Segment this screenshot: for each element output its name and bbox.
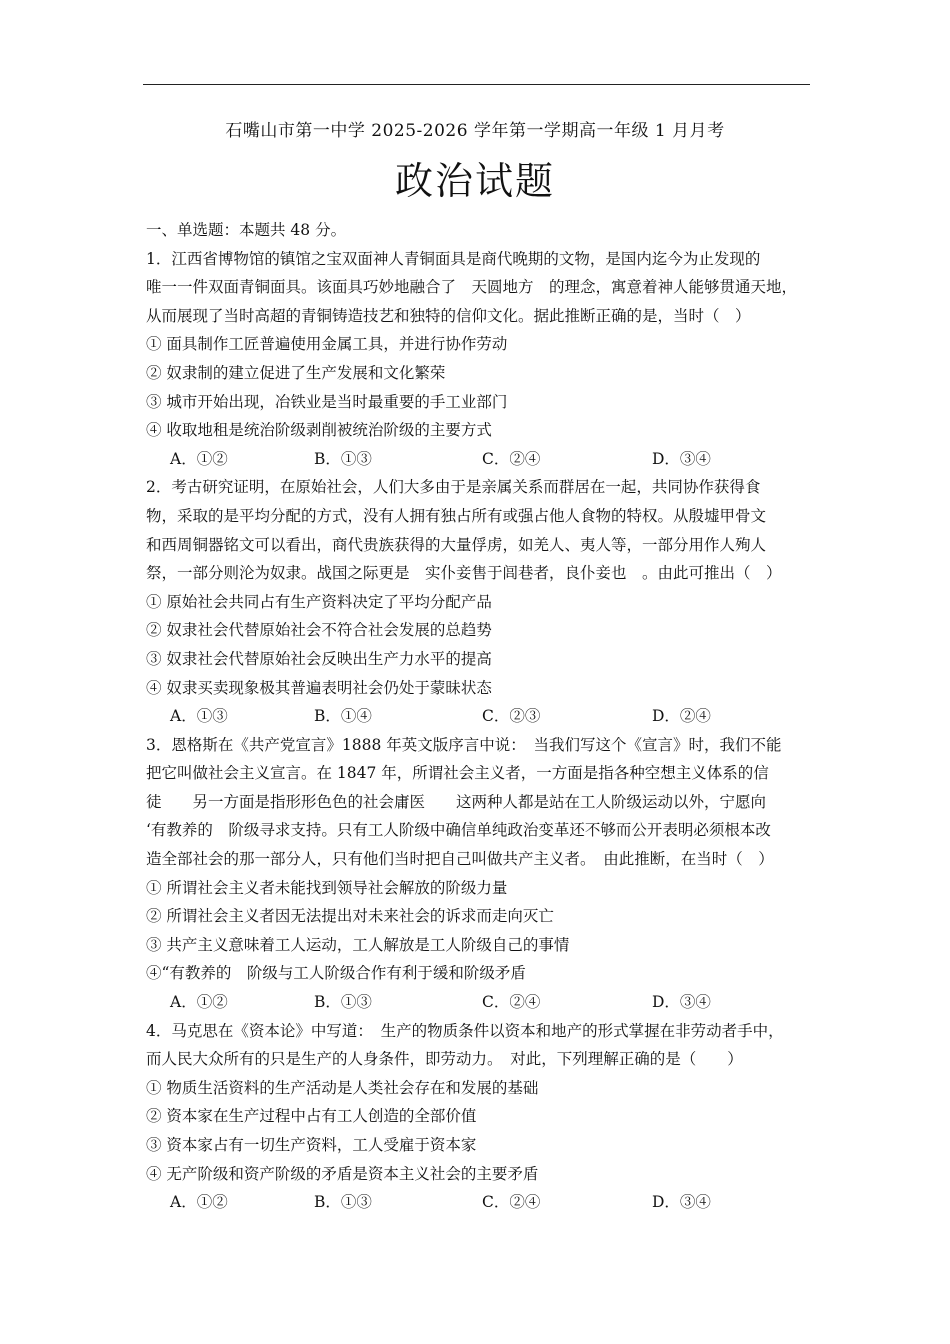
school-line: 石嘴山市第一中学 2025-2026 学年第一学期高一年级 1 月月考 — [225, 121, 725, 141]
statement: ③ 资本家占有一切生产资料，工人受雇于资本家 — [146, 1136, 477, 1154]
option-c: C．②④ — [482, 993, 541, 1012]
option-d: D．③④ — [652, 993, 711, 1012]
question-stem-line: 祭，一部分则沦为奴隶。战国之际更是 实仆妾售于闾巷者，良仆妾也 。由此可推出（ ） — [146, 564, 782, 583]
statement: ③ 城市开始出现，冶铁业是当时最重要的手工业部门 — [146, 392, 508, 411]
question-stem-line: 唯一一件双面青铜面具。该面具巧妙地融合了 天圆地方 的理念，寓意着神人能够贯通天地， — [146, 278, 798, 297]
question-2 — [146, 473, 836, 730]
option-b: B．①④ — [314, 707, 372, 726]
question-stem-line: 2．考古研究证明，在原始社会，人们大多由于是亲属关系而群居在一起，共同协作获得食 — [146, 478, 761, 497]
question-stem-line: 1．江西省博物馆的镇馆之宝双面神人青铜面具是商代晚期的文物，是国内迄今为止发现的 — [146, 249, 761, 268]
question-stem-line: 徒 另一方面是指形形色色的社会庸医 这两种人都是站在工人阶级运动以外，宁愿向 — [146, 792, 767, 811]
question-stem-line: 把它叫做社会主义宣言。在 1847 年，所谓社会主义者，一方面是指各种空想主义体系的信 — [146, 764, 769, 783]
answer-options — [146, 702, 836, 731]
option-c: C．②④ — [482, 449, 541, 468]
statement: ④ 无产阶级和资产阶级的矛盾是资本主义社会的主要矛盾 — [146, 1164, 539, 1183]
exam-content — [146, 216, 836, 1217]
statement: ③ 共产主义意味着工人运动，工人解放是工人阶级自己的事情 — [146, 935, 570, 954]
option-b: B．①③ — [314, 1193, 372, 1212]
statement: ④ 收取地租是统治阶级剥削被统治阶级的主要方式 — [146, 421, 492, 440]
statement: ① 所谓社会主义者未能找到领导社会解放的阶级力量 — [146, 878, 508, 897]
question-3 — [146, 731, 836, 1017]
statement: ① 物质生活资料的生产活动是人类社会存在和发展的基础 — [146, 1078, 539, 1097]
answer-options — [146, 1188, 836, 1217]
question-1 — [146, 245, 836, 474]
question-stem-line: ‘有教养的 阶级寻求支持。只有工人阶级中确信单纯政治变革还不够而公开表明必须根本改 — [146, 821, 771, 840]
option-d: D．②④ — [652, 707, 711, 726]
question-stem-line: 4．马克思在《资本论》中写道： 生产的物质条件以资本和地产的形式掌握在非劳动者手中， — [146, 1021, 784, 1040]
question-4 — [146, 1017, 836, 1217]
option-d: D．③④ — [652, 449, 711, 468]
statement: ① 原始社会共同占有生产资料决定了平均分配产品 — [146, 592, 492, 611]
statement: ④“有教养的 阶级与工人阶级合作有利于缓和阶级矛盾 — [146, 964, 526, 983]
question-stem-line: 从而展现了当时高超的青铜铸造技艺和独特的信仰文化。据此推断正确的是，当时（ ） — [146, 306, 751, 325]
statement: ④ 奴隶买卖现象极其普遍表明社会仍处于蒙昧状态 — [146, 678, 492, 697]
statement: ② 资本家在生产过程中占有工人创造的全部价值 — [146, 1107, 477, 1126]
answer-options — [146, 445, 836, 474]
option-c: C．②④ — [482, 1193, 541, 1212]
option-c: C．②③ — [482, 707, 541, 726]
option-b: B．①③ — [314, 993, 372, 1012]
section-heading: 一、单选题：本题共 48 分。 — [146, 221, 347, 239]
question-stem-line: 3．恩格斯在《共产党宣言》1888 年英文版序言中说： 当我们写这个《宣言》时，我们不能 — [146, 735, 782, 754]
statement: ① 面具制作工匠普遍使用金属工具，并进行协作劳动 — [146, 335, 508, 354]
statement: ② 奴隶社会代替原始社会不符合社会发展的总趋势 — [146, 621, 492, 640]
option-a: A．①② — [170, 1193, 228, 1212]
question-stem-line: 和西周铜器铭文可以看出，商代贵族获得的大量俘虏，如羌人、夷人等，一部分用作人殉人 — [146, 535, 767, 554]
question-stem-line: 物，采取的是平均分配的方式，没有人拥有独占所有或强占他人食物的特权。从殷墟甲骨文 — [146, 506, 767, 525]
header-rule — [143, 84, 810, 85]
statement: ② 奴隶制的建立促进了生产发展和文化繁荣 — [146, 363, 446, 382]
option-d: D．③④ — [652, 1193, 711, 1212]
question-stem-line: 造全部社会的那一部分人，只有他们当时把自己叫做共产主义者。 由此推断，在当时（ ） — [146, 850, 774, 869]
exam-title: 政治试题 — [394, 159, 555, 203]
statement: ② 所谓社会主义者因无法提出对未来社会的诉求而走向灭亡 — [146, 907, 554, 926]
option-a: A．①② — [170, 993, 228, 1012]
answer-options — [146, 988, 836, 1017]
option-b: B．①③ — [314, 449, 372, 468]
option-a: A．①③ — [170, 707, 228, 726]
option-a: A．①② — [170, 449, 228, 468]
question-stem-line: 而人民大众所有的只是生产的人身条件，即劳动力。 对此，下列理解正确的是（ ） — [146, 1050, 743, 1069]
statement: ③ 奴隶社会代替原始社会反映出生产力水平的提高 — [146, 649, 492, 668]
